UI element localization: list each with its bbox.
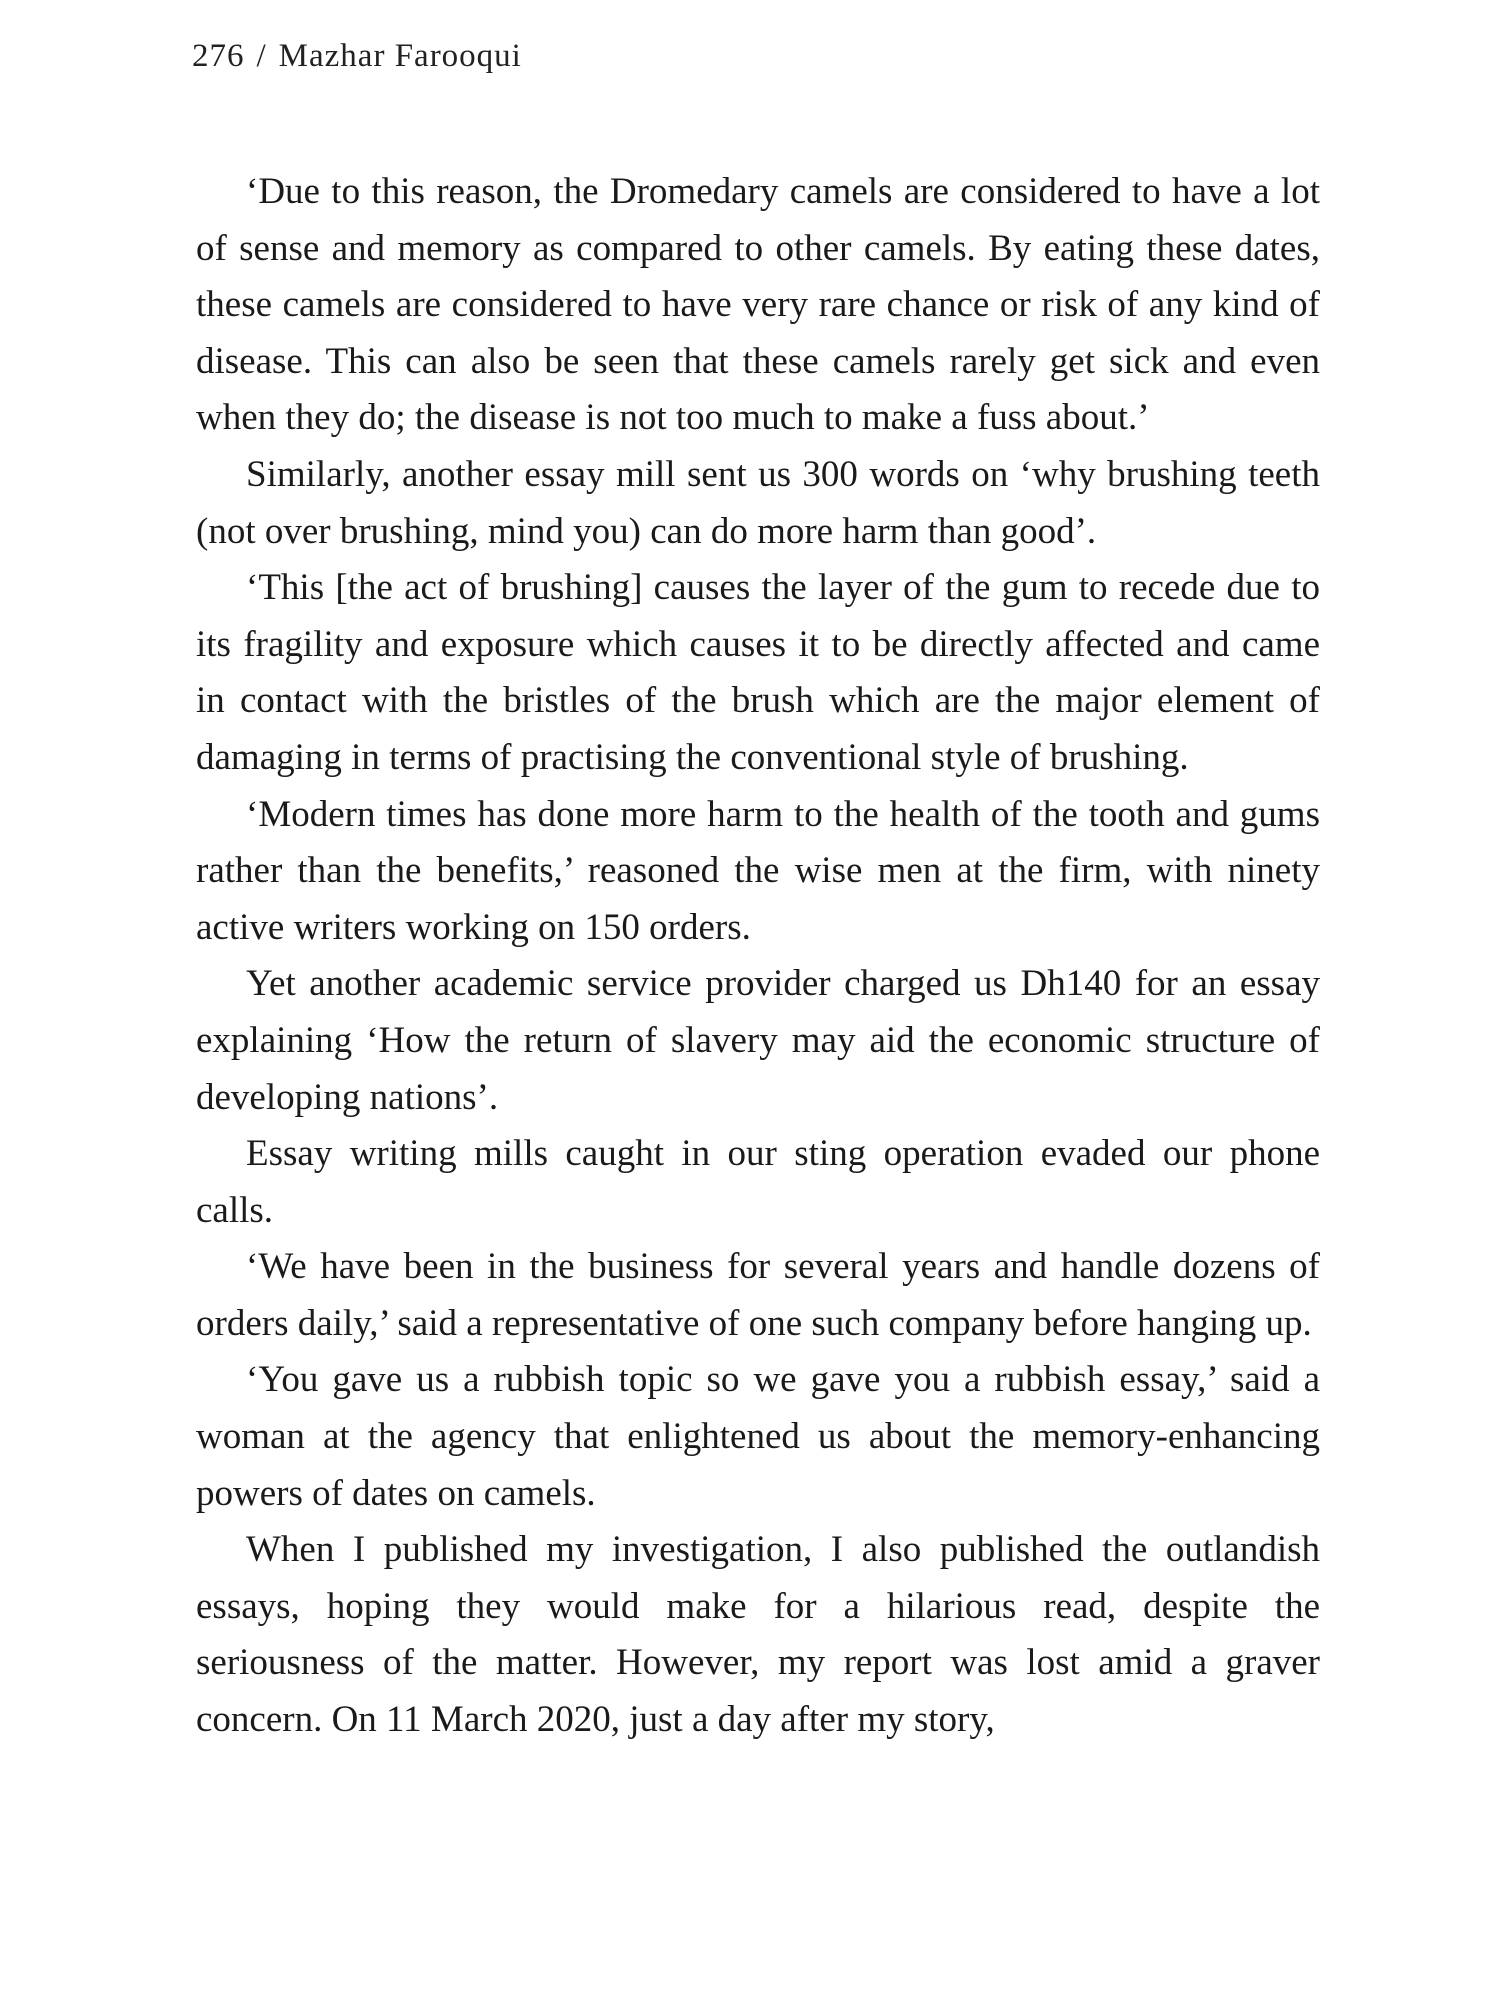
paragraph: ‘We have been in the business for several years and handle dozens of orders daily,’ said a representative of one such company before hanging up.	[196, 1246, 1320, 1344]
paragraph: ‘Due to this reason, the Dromedary camels are considered to have a lot of sense and memory as compared to other camels. By eating these dates, these camels are considered to have very rare chance or risk of any kind of disease. This can also be seen that these camels rarely get sick and even when they do; the disease is not too much to make a fuss about.’	[196, 171, 1320, 439]
paragraph: Essay writing mills caught in our sting operation evaded our phone calls.	[196, 1133, 1320, 1231]
paragraph: ‘You gave us a rubbish topic so we gave you a rubbish essay,’ said a woman at the agency that enlightened us about the memory-enhancing powers of dates on camels.	[196, 1359, 1320, 1514]
header-separator: /	[256, 38, 267, 74]
author-name: Mazhar Farooqui	[278, 38, 522, 74]
body-text	[196, 164, 1320, 1749]
paragraph: When I published my investigation, I also published the outlandish essays, hoping they would make for a hilarious read, despite the seriousness of the matter. However, my report was lost amid a graver concern. On 11 March 2020, just a day after my story,	[196, 1529, 1320, 1741]
running-head	[192, 38, 522, 75]
page-number: 276	[192, 38, 245, 74]
paragraph: Yet another academic service provider charged us Dh140 for an essay explaining ‘How the return of slavery may aid the economic structure of developing nations’.	[196, 963, 1320, 1118]
paragraph: ‘This [the act of brushing] causes the layer of the gum to recede due to its fragility and exposure which causes it to be directly affected and came in contact with the bristles of the brush which are the major element of damaging in terms of practising the conventional style of brushing.	[196, 567, 1320, 778]
paragraph: ‘Modern times has done more harm to the health of the tooth and gums rather than the benefits,’ reasoned the wise men at the firm, with ninety active writers working on 150 orders.	[196, 793, 1320, 948]
paragraph: Similarly, another essay mill sent us 300 words on ‘why brushing teeth (not over brushing, mind you) can do more harm than good’.	[196, 453, 1320, 552]
